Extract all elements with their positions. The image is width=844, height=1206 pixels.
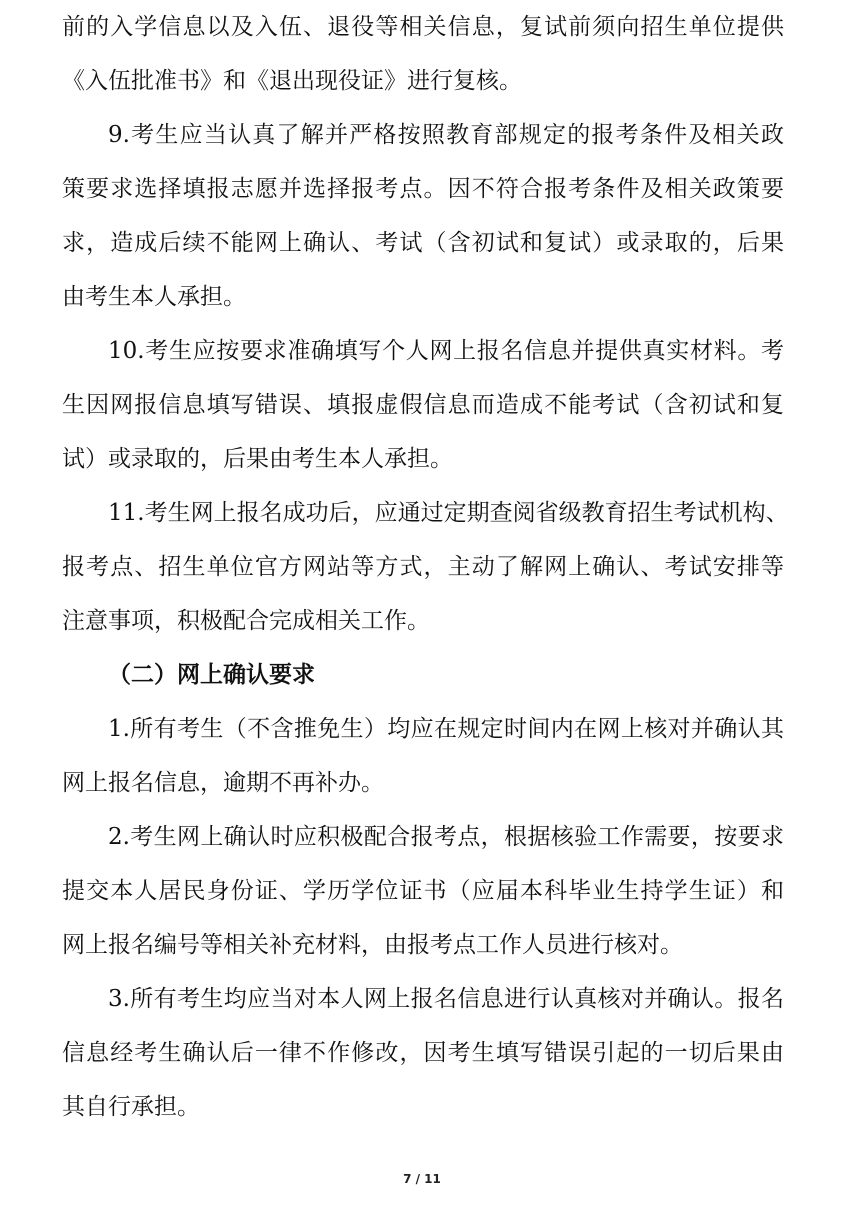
- page-number: 7 / 11: [403, 1172, 441, 1186]
- section-heading: （二）网上确认要求: [108, 662, 315, 688]
- text-line: 其自行承担。: [62, 1094, 200, 1120]
- text-line: 前的入学信息以及入伍、退役等相关信息，复试前须向招生单位提供: [62, 14, 784, 40]
- text-line: 试）或录取的，后果由考生本人承担。: [62, 446, 453, 472]
- paragraph-1-start: 1.所有考生（不含推免生）均应在规定时间内在网上核对并确认其: [108, 716, 784, 742]
- paragraph-10-start: 10.考生应按要求准确填写个人网上报名信息并提供真实材料。考: [108, 338, 784, 364]
- paragraph-11-start: 11.考生网上报名成功后，应通过定期查阅省级教育招生考试机构、: [108, 500, 789, 526]
- paragraph-9-start: 9.考生应当认真了解并严格按照教育部规定的报考条件及相关政: [108, 122, 784, 148]
- paragraph-2-start: 2.考生网上确认时应积极配合报考点，根据核验工作需要，按要求: [108, 824, 784, 850]
- text-line: 策要求选择填报志愿并选择报考点。因不符合报考条件及相关政策要: [62, 176, 784, 202]
- text-line: 求，造成后续不能网上确认、考试（含初试和复试）或录取的，后果: [62, 230, 784, 256]
- text-line: 网上报名编号等相关补充材料，由报考点工作人员进行核对。: [62, 932, 683, 958]
- text-line: 报考点、招生单位官方网站等方式，主动了解网上确认、考试安排等: [62, 554, 784, 580]
- text-line: 注意事项，积极配合完成相关工作。: [62, 608, 430, 634]
- text-line: 网上报名信息，逾期不再补办。: [62, 770, 384, 796]
- text-line: 由考生本人承担。: [62, 284, 246, 310]
- text-line: 《入伍批准书》和《退出现役证》进行复核。: [62, 68, 522, 94]
- text-line: 生因网报信息填写错误、填报虚假信息而造成不能考试（含初试和复: [62, 392, 784, 418]
- paragraph-3-start: 3.所有考生均应当对本人网上报名信息进行认真核对并确认。报名: [108, 986, 784, 1012]
- text-line: 提交本人居民身份证、学历学位证书（应届本科毕业生持学生证）和: [62, 878, 784, 904]
- text-line: 信息经考生确认后一律不作修改，因考生填写错误引起的一切后果由: [62, 1040, 784, 1066]
